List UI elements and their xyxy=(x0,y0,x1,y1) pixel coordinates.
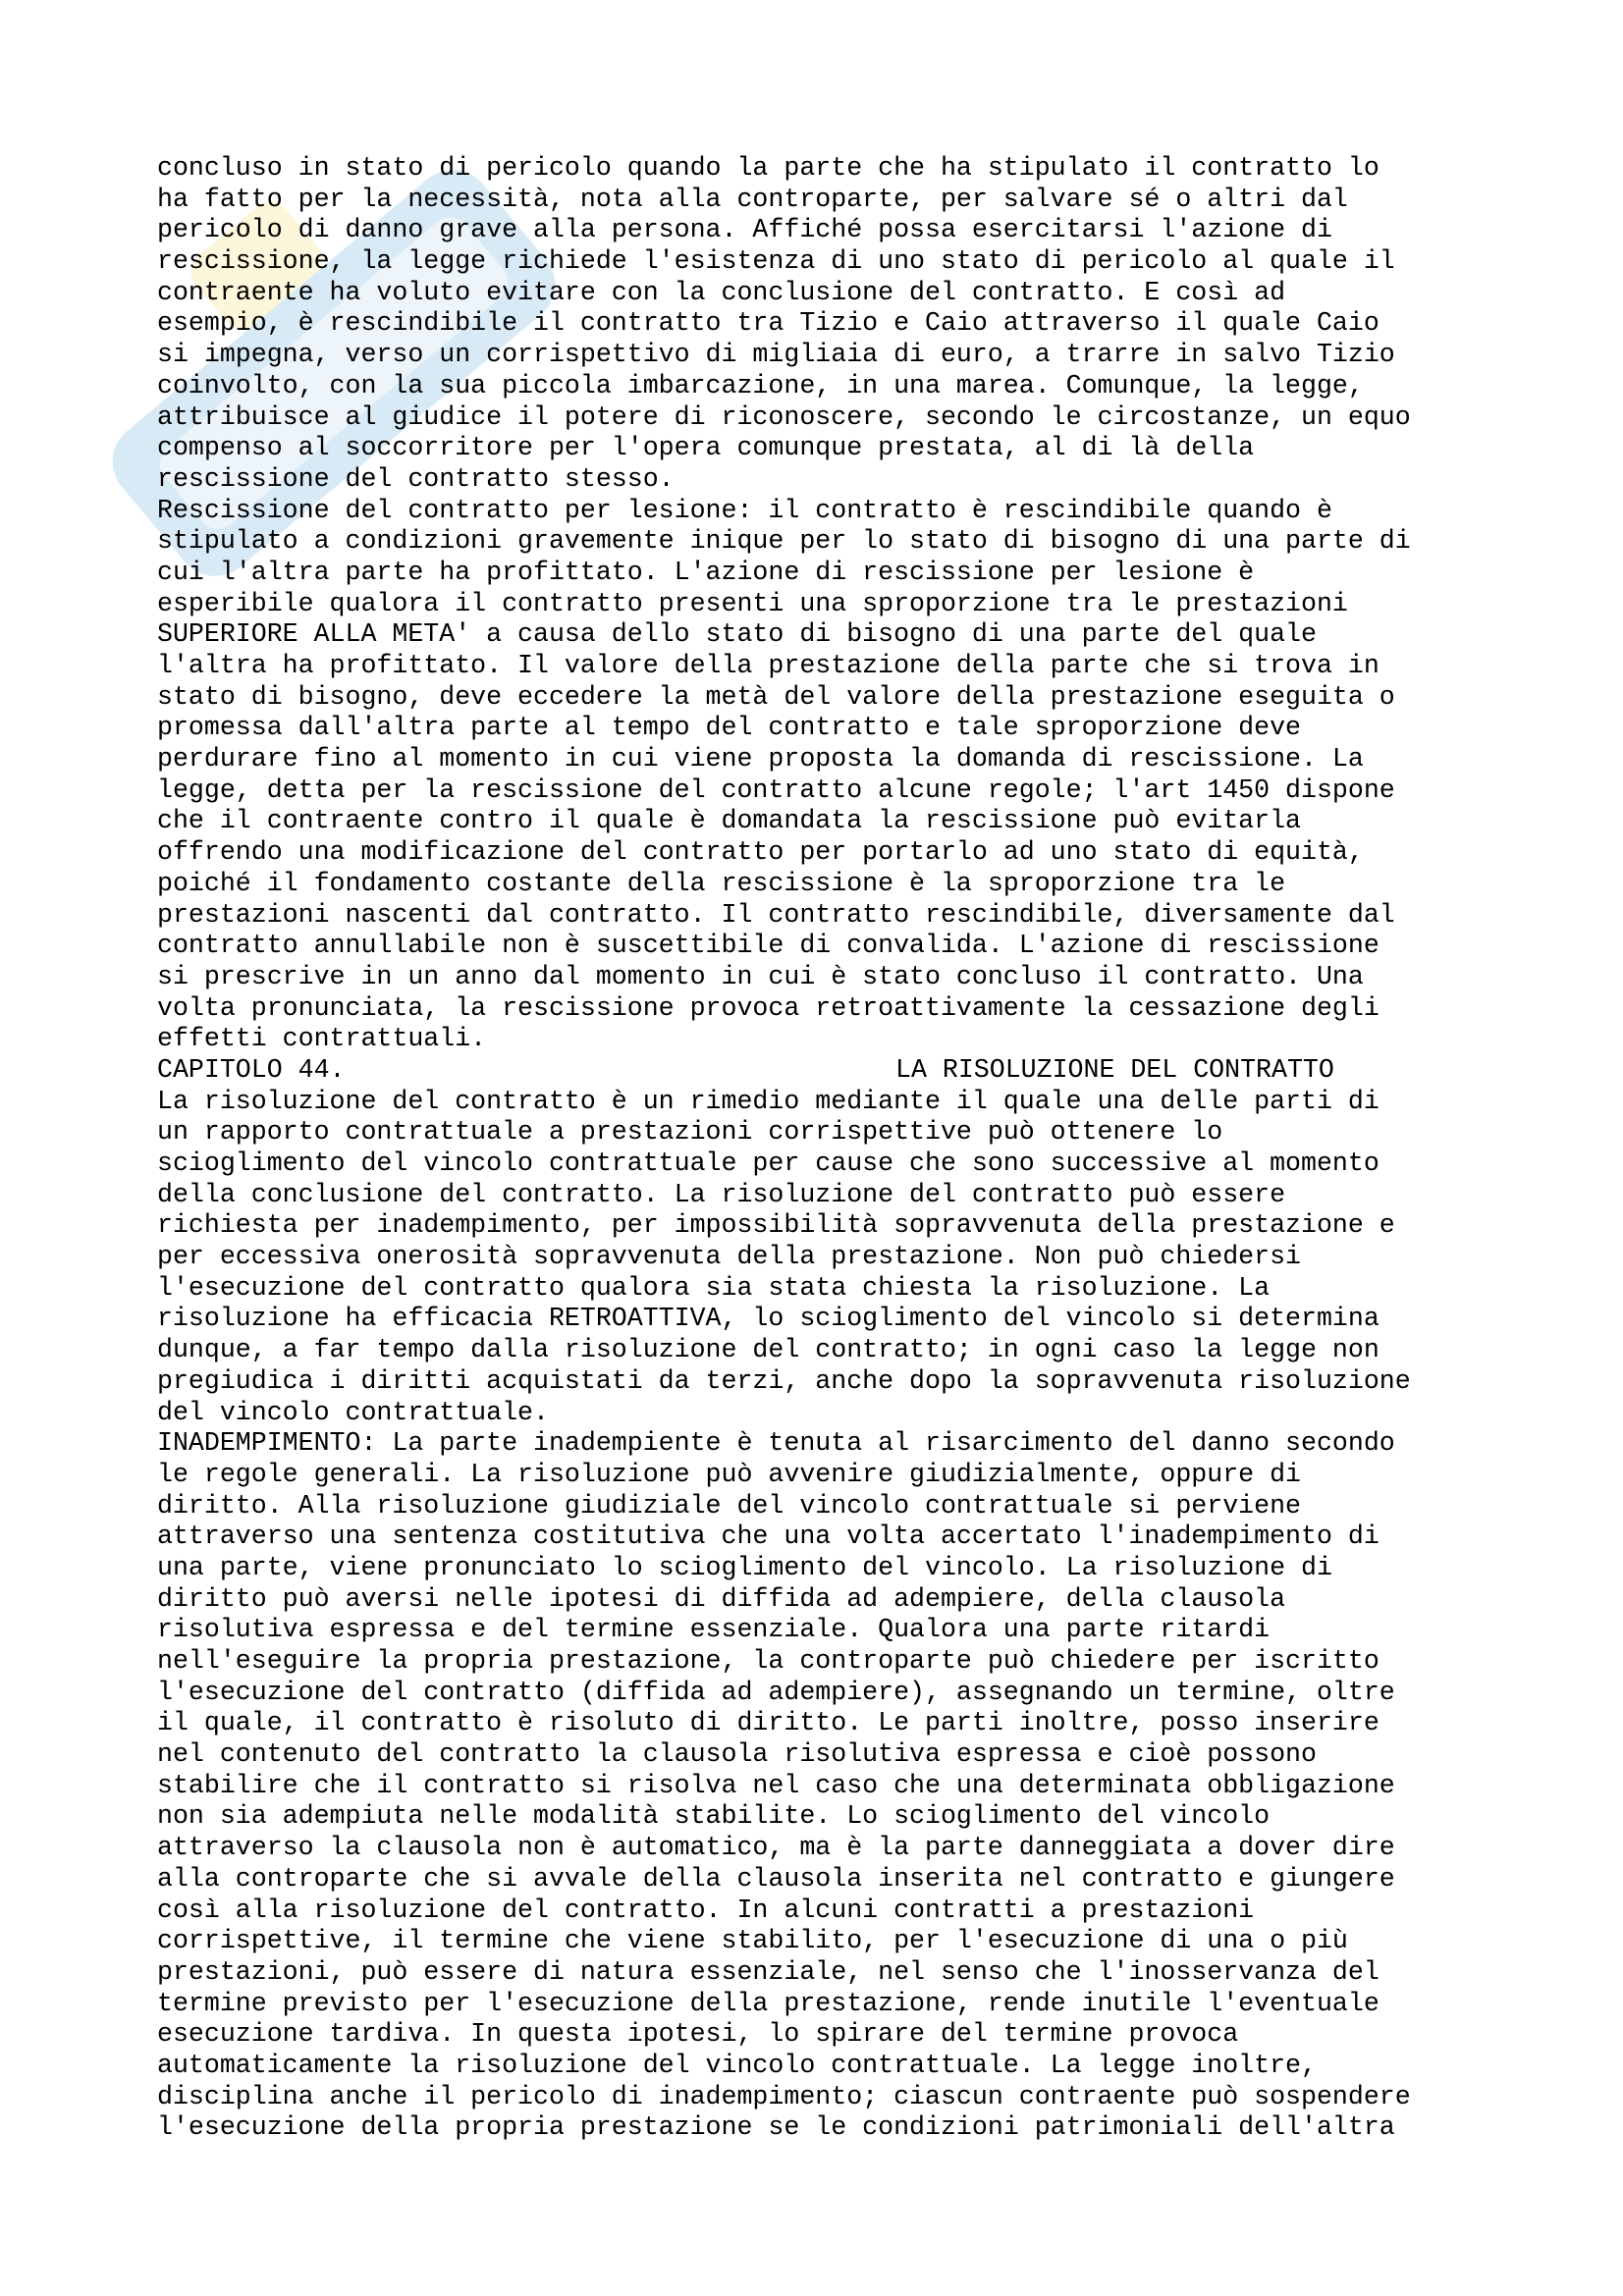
text-line: il quale, il contratto è risoluto di diritto. Le parti inoltre, posso inserire xyxy=(157,1708,1380,1738)
text-line: richiesta per inadempimento, per impossibilità sopravvenuta della prestazione e xyxy=(157,1210,1395,1241)
text-line: esperibile qualora il contratto presenti una sproporzione tra le prestazioni xyxy=(157,588,1348,618)
text-line: concluso in stato di pericolo quando la parte che ha stipulato il contratto lo xyxy=(157,153,1380,183)
text-line: poiché il fondamento costante della rescissione è la sproporzione tra le xyxy=(157,868,1286,898)
text-line: stabilire che il contratto si risolva nel caso che una determinata obbligazione xyxy=(157,1770,1395,1800)
text-line: una parte, viene pronunciato lo scioglimento del vincolo. La risoluzione di xyxy=(157,1552,1332,1582)
text-line: rescissione del contratto stesso. xyxy=(157,463,675,494)
text-line: l'esecuzione del contratto qualora sia stata chiesta la risoluzione. La xyxy=(157,1272,1271,1303)
document-body xyxy=(157,153,1532,2144)
text-line: l'altra ha profittato. Il valore della prestazione della parte che si trova in xyxy=(157,651,1380,680)
text-line: coinvolto, con la sua piccola imbarcazione, in una marea. Comunque, la legge, xyxy=(157,370,1364,400)
chapter-title: LA RISOLUZIONE DEL CONTRATTO xyxy=(895,1054,1334,1085)
text-line: l'esecuzione del contratto (diffida ad adempiere), assegnando un termine, oltre xyxy=(157,1677,1395,1707)
paragraph-risoluzione xyxy=(157,1087,1532,1429)
text-line: SUPERIORE ALLA META' a causa dello stato di bisogno di una parte del quale xyxy=(157,619,1317,650)
text-line: risoluzione ha efficacia RETROATTIVA, lo scioglimento del vincolo si determina xyxy=(157,1304,1380,1334)
text-line: si impegna, verso un corrispettivo di migliaia di euro, a trarre in salvo Tizio xyxy=(157,340,1395,370)
text-line: della conclusione del contratto. La risoluzione del contratto può essere xyxy=(157,1179,1286,1209)
chapter-heading xyxy=(157,1055,1532,1087)
text-line: esempio, è rescindibile il contratto tra Tizio e Caio attraverso il quale Caio xyxy=(157,308,1380,339)
text-line: pregiudica i diritti acquistati da terzi, anche dopo la sopravvenuta risoluzione xyxy=(157,1365,1411,1396)
text-line: INADEMPIMENTO: La parte inadempiente è tenuta al risarcimento del danno secondo xyxy=(157,1428,1395,1459)
text-line: prestazioni nascenti dal contratto. Il contratto rescindibile, diversamente dal xyxy=(157,899,1395,930)
text-line: attribuisce al giudice il potere di riconoscere, secondo le circostanze, un equo xyxy=(157,401,1411,432)
text-line: risolutiva espressa e del termine essenziale. Qualora una parte ritardi xyxy=(157,1615,1271,1645)
text-line: attraverso una sentenza costitutiva che una volta accertato l'inadempimento di xyxy=(157,1522,1380,1552)
text-line: ha fatto per la necessità, nota alla controparte, per salvare sé o altri dal xyxy=(157,184,1348,214)
text-line: disciplina anche il pericolo di inadempimento; ciascun contraente può sospendere xyxy=(157,2081,1411,2111)
chapter-number: CAPITOLO 44. xyxy=(157,1054,346,1085)
text-line: Rescissione del contratto per lesione: il contratto è rescindibile quando è xyxy=(157,495,1332,525)
text-line: non sia adempiuta nelle modalità stabilite. Lo scioglimento del vincolo xyxy=(157,1801,1271,1832)
text-line: La risoluzione del contratto è un rimedio mediante il quale una delle parti di xyxy=(157,1086,1380,1116)
text-line: diritto può aversi nelle ipotesi di diffida ad adempiere, della clausola xyxy=(157,1583,1286,1614)
text-line: promessa dall'altra parte al tempo del contratto e tale sproporzione deve xyxy=(157,713,1301,743)
text-line: contratto annullabile non è suscettibile di convalida. L'azione di rescissione xyxy=(157,931,1380,961)
text-line: stipulato a condizioni gravemente inique per lo stato di bisogno di una parte di xyxy=(157,526,1411,557)
text-line: corrispettive, il termine che viene stabilito, per l'esecuzione di una o più xyxy=(157,1926,1348,1956)
text-line: stato di bisogno, deve eccedere la metà del valore della prestazione eseguita o xyxy=(157,681,1395,712)
text-line: per eccessiva onerosità sopravvenuta della prestazione. Non può chiedersi xyxy=(157,1242,1301,1272)
text-line: diritto. Alla risoluzione giudiziale del vincolo contrattuale si perviene xyxy=(157,1490,1301,1521)
text-line: alla controparte che si avvale della clausola inserita nel contratto e giungere xyxy=(157,1863,1395,1894)
text-line: che il contraente contro il quale è domandata la rescissione può evitarla xyxy=(157,806,1301,836)
text-line: nel contenuto del contratto la clausola risolutiva espressa e cioè possono xyxy=(157,1739,1317,1770)
text-line: pericolo di danno grave alla persona. Affiché possa esercitarsi l'azione di xyxy=(157,215,1332,245)
text-line: del vincolo contrattuale. xyxy=(157,1397,549,1427)
text-line: l'esecuzione della propria prestazione se le condizioni patrimoniali dell'altra xyxy=(157,2112,1395,2143)
text-line: esecuzione tardiva. In questa ipotesi, lo spirare del termine provoca xyxy=(157,2019,1239,2050)
text-line: si prescrive in un anno dal momento in cui è stato concluso il contratto. Una xyxy=(157,961,1364,991)
text-line: termine previsto per l'esecuzione della prestazione, rende inutile l'eventuale xyxy=(157,1988,1380,2018)
paragraph-stato-di-pericolo xyxy=(157,153,1532,496)
paragraph-rescissione-per-lesione xyxy=(157,496,1532,1055)
text-line: scioglimento del vincolo contrattuale per cause che sono successive al momento xyxy=(157,1148,1380,1178)
text-line: così alla risoluzione del contratto. In alcuni contratti a prestazioni xyxy=(157,1895,1255,1925)
text-line: le regole generali. La risoluzione può avvenire giudizialmente, oppure di xyxy=(157,1459,1301,1489)
text-line: nell'eseguire la propria prestazione, la controparte può chiedere per iscritto xyxy=(157,1646,1380,1676)
text-line: automaticamente la risoluzione del vincolo contrattuale. La legge inoltre, xyxy=(157,2050,1317,2080)
text-line: attraverso la clausola non è automatico, ma è la parte danneggiata a dover dire xyxy=(157,1833,1395,1863)
text-line: effetti contrattuali. xyxy=(157,1024,487,1054)
text-line: legge, detta per la rescissione del contratto alcune regole; l'art 1450 dispone xyxy=(157,774,1395,805)
text-line: cui l'altra parte ha profittato. L'azione di rescissione per lesione è xyxy=(157,557,1255,587)
text-line: contraente ha voluto evitare con la conclusione del contratto. E così ad xyxy=(157,277,1286,307)
text-line: un rapporto contrattuale a prestazioni corrispettive può ottenere lo xyxy=(157,1117,1223,1148)
text-line: rescissione, la legge richiede l'esistenza di uno stato di pericolo al quale il xyxy=(157,246,1395,277)
text-line: prestazioni, può essere di natura essenziale, nel senso che l'inosservanza del xyxy=(157,1956,1380,1987)
paragraph-inadempimento xyxy=(157,1428,1532,2144)
text-line: compenso al soccorritore per l'opera comunque prestata, al di là della xyxy=(157,433,1255,463)
text-line: volta pronunciata, la rescissione provoca retroattivamente la cessazione degli xyxy=(157,992,1380,1023)
text-line: perdurare fino al momento in cui viene proposta la domanda di rescissione. La xyxy=(157,744,1364,774)
text-line: dunque, a far tempo dalla risoluzione del contratto; in ogni caso la legge non xyxy=(157,1335,1380,1365)
text-line: offrendo una modificazione del contratto per portarlo ad uno stato di equità, xyxy=(157,837,1364,868)
